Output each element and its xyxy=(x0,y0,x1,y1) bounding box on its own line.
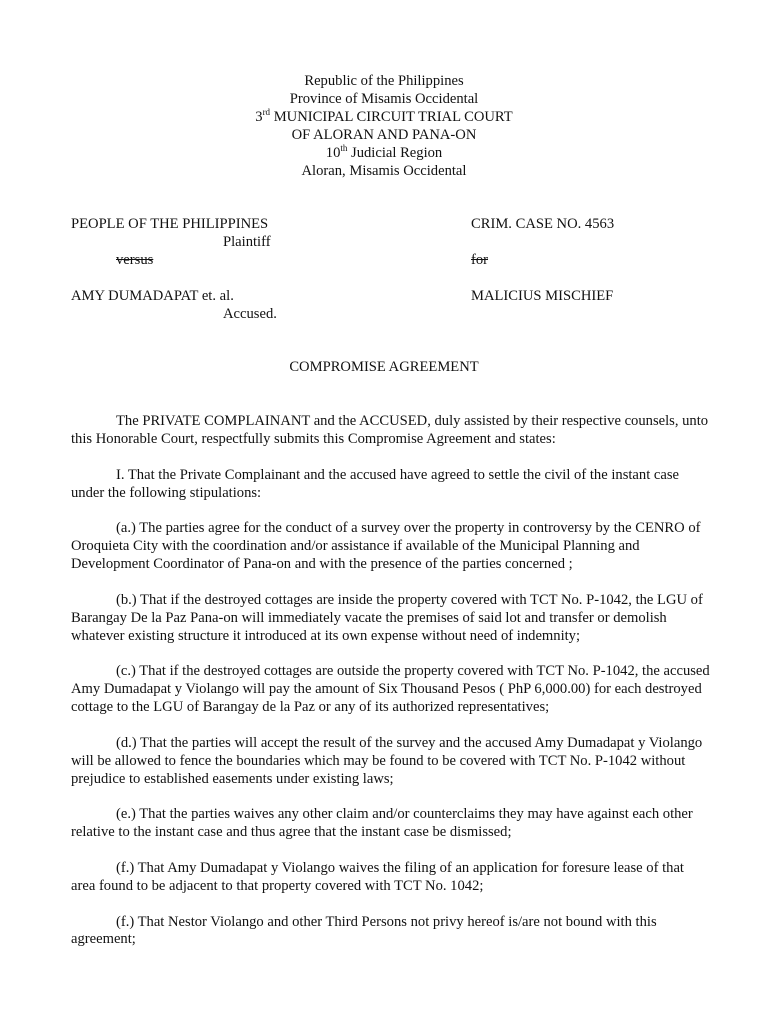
stipulation-f2: (f.) That Nestor Violango and other Third Persons not privy hereof is/are not bound with this agreement; xyxy=(71,913,657,948)
accused-role: Accused. xyxy=(223,306,277,322)
offense: MALICIUS MISCHIEF xyxy=(471,288,614,304)
document-title: COMPROMISE AGREEMENT xyxy=(289,359,479,375)
stipulation-a: (a.) The parties agree for the conduct of a survey over the property in controversy by the CENRO of Oroquieta City with the coordination and/or assistance if available of the Municipal Planning and Development Coordinator of Pana-on and with the presence of the parties concerned ; xyxy=(71,520,701,573)
header-region xyxy=(0,142,768,163)
case-number: CRIM. CASE NO. 4563 xyxy=(471,216,615,232)
header-location: Aloran, Misamis Occidental xyxy=(301,162,467,179)
header-court-suffix: rd xyxy=(262,106,271,117)
plaintiff-name: PEOPLE OF THE PHILIPPINES xyxy=(71,216,269,232)
header-jurisdiction: OF ALORAN AND PANA-ON xyxy=(291,126,477,143)
stipulation-d: (d.) That the parties will accept the result of the survey and the accused Amy Dumadapat y Violango will be allowed to fence the boundaries which may be found to be covered with TCT No. P-1042 without prejudice to established easements under existing laws; xyxy=(71,734,703,787)
court-header xyxy=(0,73,768,180)
plaintiff-role: Plaintiff xyxy=(223,234,271,250)
header-region-number: 10 xyxy=(325,144,341,161)
header-republic: Republic of the Philippines xyxy=(304,73,464,89)
header-region-suffix: th xyxy=(340,142,348,153)
intro-paragraph: The PRIVATE COMPLAINANT and the ACCUSED, duly assisted by their respective counsels, unto this Honorable Court, respectfully submits this Compromise Agreement and states: xyxy=(71,413,709,447)
stipulation-f1: (f.) That Amy Dumadapat y Violango waives the filing of an application for foresure lease of that area found to be adjacent to that property covered with TCT No. 1042; xyxy=(71,859,684,894)
header-court xyxy=(0,106,768,127)
for-label: for xyxy=(471,252,489,268)
stipulation-e: (e.) That the parties waives any other claim and/or counterclaims they may have against each other relative to the instant case and thus agree that the instant case be dismissed; xyxy=(71,806,693,841)
document-body xyxy=(71,413,711,967)
header-region-name: Judicial Region xyxy=(347,144,443,161)
header-court-name: MUNICIPAL CIRCUIT TRIAL COURT xyxy=(270,108,513,125)
stipulation-c: (c.) That if the destroyed cottages are outside the property covered with TCT No. P-1042, the accused Amy Dumadapat y Violango will pay the amount of Six Thousand Pesos ( PhP 6,000.00) for each destroyed cottage to the LGU of Barangay de la Paz or any of its authorized representatives; xyxy=(71,663,710,716)
stipulation-b: (b.) That if the destroyed cottages are inside the property covered with TCT No. P-1042, the LGU of Barangay De la Paz Pana-on will immediately vacate the premises of said lot and transfer or demolish whatever existing structure it introduced at its own expense without need of indemnity; xyxy=(71,591,703,644)
accused-name: AMY DUMADAPAT et. al. xyxy=(71,288,234,304)
header-court-number: 3 xyxy=(255,108,263,125)
versus-label: versus xyxy=(116,252,154,268)
stipulation-intro: I. That the Private Complainant and the accused have agreed to settle the civil of the instant case under the following stipulations: xyxy=(71,466,680,501)
header-province: Province of Misamis Occidental xyxy=(289,90,479,107)
